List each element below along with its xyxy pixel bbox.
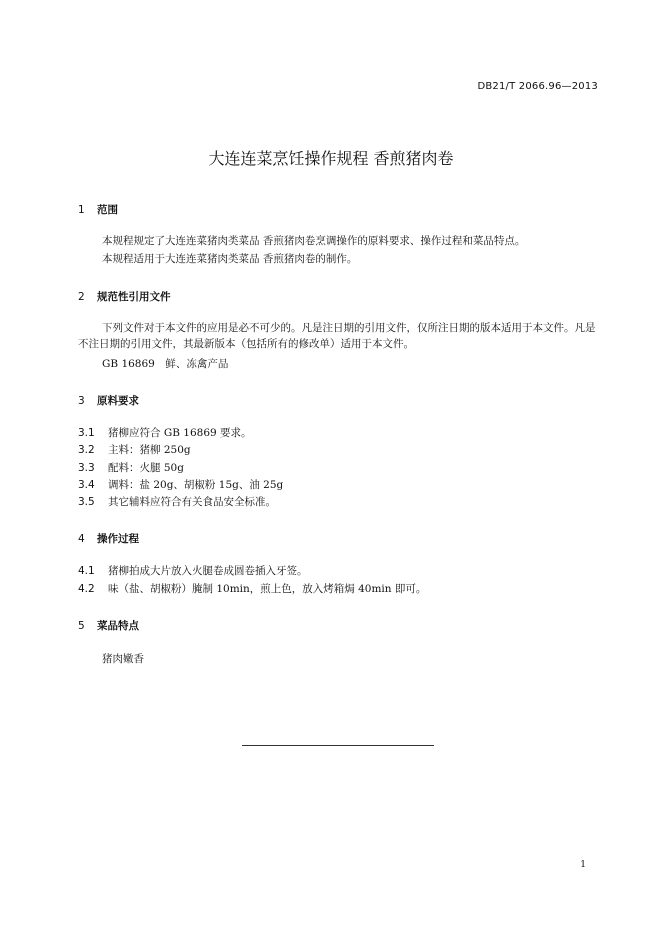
refs-paragraph: 下列文件对于本文件的应用是必不可少的。凡是注日期的引用文件，仅所注日期的版本适用于本文件。凡是不注日期的引用文件，其最新版本（包括所有的修改单）适用于本文件。 xyxy=(78,322,596,350)
item-text: 味（盐、胡椒粉）腌制 10min，煎上色，放入烤箱焗 40min 即可。 xyxy=(108,583,427,595)
section-heading-process xyxy=(78,531,139,546)
list-item xyxy=(78,477,283,492)
scope-paragraph-1: 本规程规定了大连连菜猪肉类菜品 香煎猪肉卷烹调操作的原料要求、操作过程和菜品特点。 xyxy=(102,235,526,247)
item-text: 调料：盐 20g、胡椒粉 15g、油 25g xyxy=(108,479,284,491)
section-title: 菜品特点 xyxy=(97,620,139,632)
item-number: 4.1 xyxy=(78,565,95,577)
item-number: 3.3 xyxy=(78,462,95,474)
section-number: 1 xyxy=(78,204,85,216)
section-heading-features xyxy=(78,618,139,633)
item-text: 猪柳拍成大片放入火腿卷成圆卷插入牙签。 xyxy=(108,565,308,577)
list-item xyxy=(78,425,252,440)
item-text: 主料：猪柳 250g xyxy=(108,444,191,456)
list-item xyxy=(78,494,276,509)
section-heading-refs xyxy=(78,289,171,304)
normative-reference: GB 16869 鲜、冻禽产品 xyxy=(102,358,229,370)
list-item xyxy=(78,460,184,475)
section-number: 2 xyxy=(78,291,85,303)
standard-code: DB21/T 2066.96—2013 xyxy=(477,81,598,92)
section-heading-scope xyxy=(78,202,118,217)
scope-paragraph-2: 本规程适用于大连连菜猪肉类菜品 香煎猪肉卷的制作。 xyxy=(102,253,358,265)
list-item xyxy=(78,442,191,457)
item-number: 3.1 xyxy=(78,427,95,439)
section-title: 规范性引用文件 xyxy=(97,291,171,303)
features-text: 猪肉嫩香 xyxy=(102,653,144,665)
section-number: 3 xyxy=(78,395,85,407)
document-title: 大连连菜烹饪操作规程 香煎猪肉卷 xyxy=(208,149,454,168)
section-heading-materials xyxy=(78,393,139,408)
page-number: 1 xyxy=(580,860,586,870)
item-number: 3.4 xyxy=(78,479,95,491)
section-number: 5 xyxy=(78,620,85,632)
item-number: 4.2 xyxy=(78,583,95,595)
item-text: 其它辅料应符合有关食品安全标准。 xyxy=(108,496,276,508)
item-number: 3.2 xyxy=(78,444,95,456)
section-title: 范围 xyxy=(97,204,118,216)
list-item xyxy=(78,581,426,596)
section-title: 操作过程 xyxy=(97,533,139,545)
section-title: 原料要求 xyxy=(97,395,139,407)
section-number: 4 xyxy=(78,533,85,545)
item-text: 猪柳应符合 GB 16869 要求。 xyxy=(108,427,252,439)
end-rule xyxy=(242,745,434,746)
item-text: 配料：火腿 50g xyxy=(108,462,184,474)
item-number: 3.5 xyxy=(78,496,95,508)
list-item xyxy=(78,563,308,578)
